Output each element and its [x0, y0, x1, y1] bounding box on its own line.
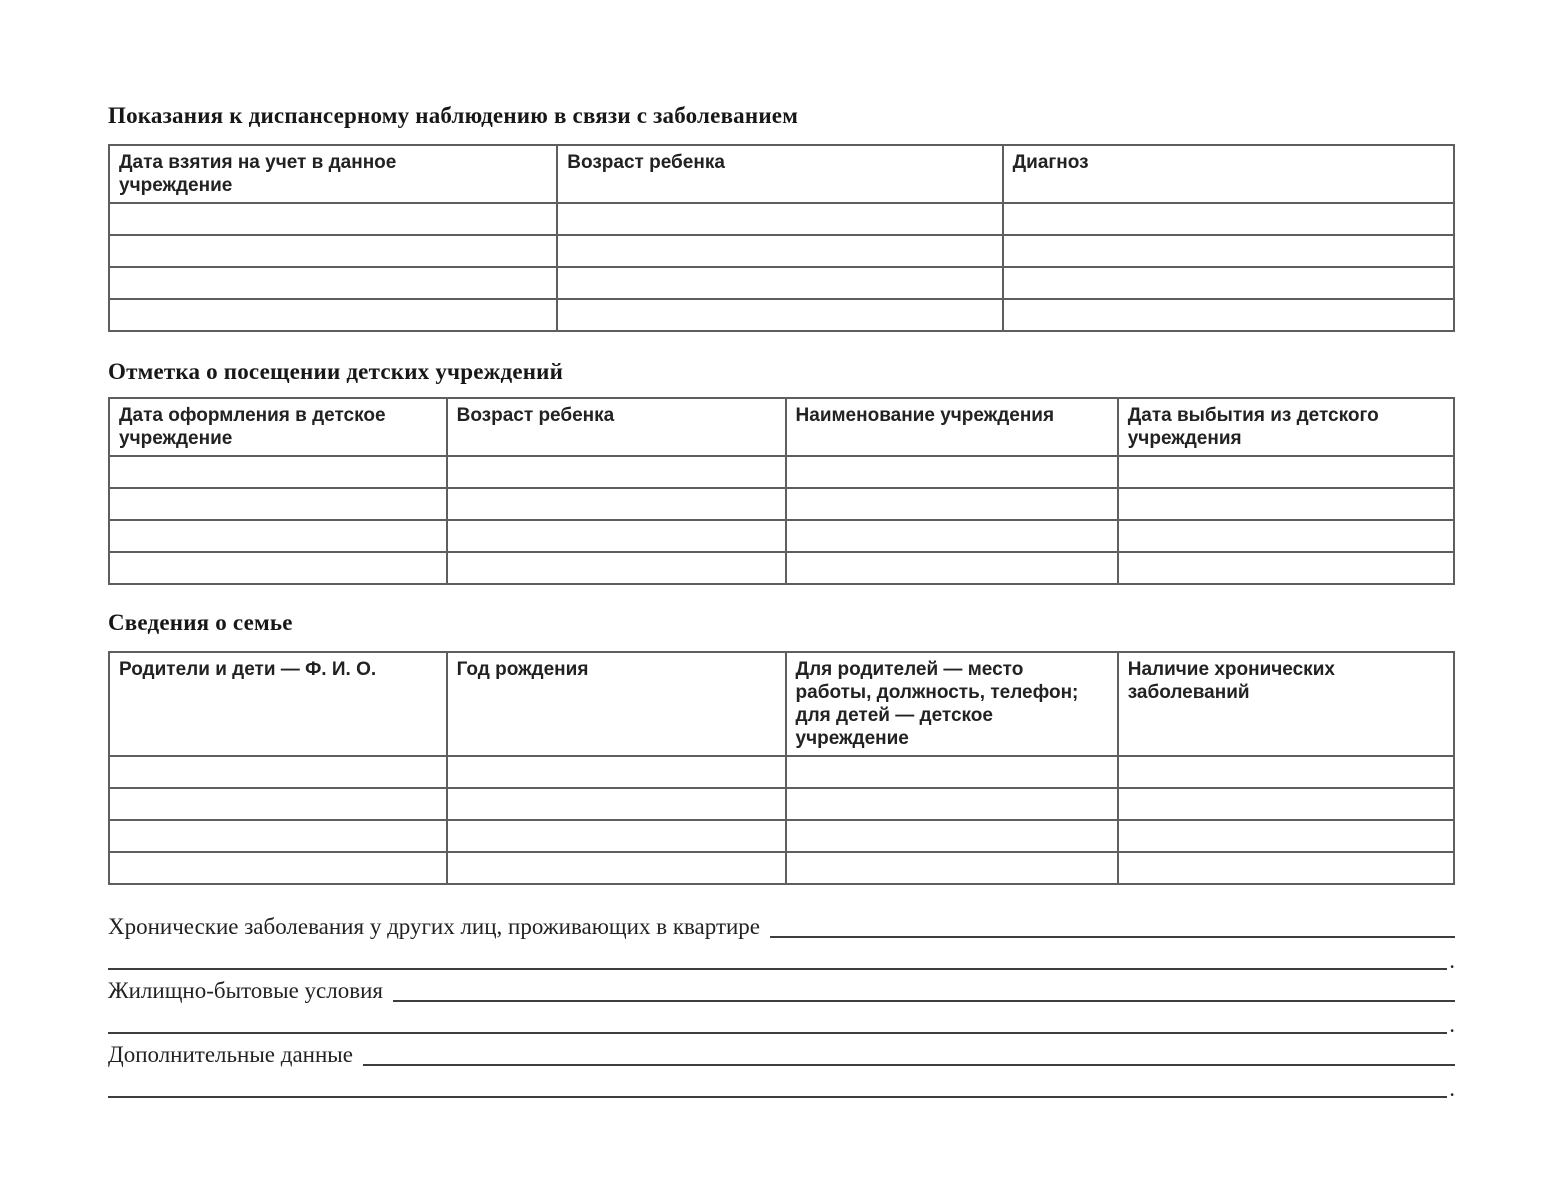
empty-cell: [109, 235, 557, 267]
empty-cell: [1118, 756, 1454, 788]
empty-table-row: [109, 299, 1454, 331]
empty-cell: [1118, 488, 1454, 520]
empty-cell: [109, 852, 447, 884]
section-title-family-info: Сведения о семье: [108, 610, 293, 635]
empty-cell: [786, 456, 1118, 488]
empty-cell: [786, 756, 1118, 788]
empty-cell: [557, 235, 1002, 267]
empty-table-row: [109, 852, 1454, 884]
fill-in-fields-area: [108, 909, 1455, 1101]
empty-cell: [447, 788, 786, 820]
empty-table-row: [109, 456, 1454, 488]
fill-in-line-chronic-diseases-others: [108, 909, 1455, 941]
empty-cell: [786, 788, 1118, 820]
blank-underline: [393, 1000, 1455, 1002]
empty-cell: [786, 488, 1118, 520]
empty-cell: [786, 820, 1118, 852]
header-row: [109, 652, 1454, 756]
fill-in-line-continuation: [108, 941, 1455, 973]
column-header-diagnosis: Диагноз: [1003, 145, 1454, 203]
blank-underline: [108, 968, 1447, 970]
empty-cell: [1118, 852, 1454, 884]
empty-cell: [1003, 203, 1454, 235]
section-title-dispensary-observation: Показания к диспансерному наблюдению в связи с заболеванием: [108, 103, 799, 128]
line-end-period: .: [1449, 1076, 1455, 1101]
empty-cell: [786, 520, 1118, 552]
empty-table-row: [109, 488, 1454, 520]
empty-table-row: [109, 788, 1454, 820]
blank-underline: [108, 1032, 1447, 1034]
empty-cell: [109, 552, 447, 584]
empty-cell: [447, 520, 786, 552]
empty-cell: [447, 852, 786, 884]
empty-cell: [109, 456, 447, 488]
empty-cell: [1118, 788, 1454, 820]
fill-in-label: Хронические заболевания у других лиц, проживающих в квартире: [108, 914, 761, 939]
blank-underline: [108, 1096, 1447, 1098]
line-end-period: .: [1449, 1012, 1455, 1037]
empty-cell: [447, 552, 786, 584]
column-header-child-age: Возраст ребенка: [447, 398, 786, 456]
empty-cell: [109, 203, 557, 235]
empty-cell: [109, 267, 557, 299]
column-header-birth-year: Год рождения: [447, 652, 786, 756]
empty-cell: [1003, 267, 1454, 299]
empty-cell: [447, 756, 786, 788]
empty-cell: [1003, 299, 1454, 331]
empty-table-row: [109, 552, 1454, 584]
empty-cell: [557, 299, 1002, 331]
empty-cell: [109, 820, 447, 852]
fill-in-line-continuation: [108, 1069, 1455, 1101]
column-header-enrollment-date: Дата оформления в детское учреждение: [109, 398, 447, 456]
empty-cell: [1003, 235, 1454, 267]
column-header-registration-date: Дата взятия на учет в данное учреждение: [109, 145, 557, 203]
empty-table-row: [109, 267, 1454, 299]
empty-cell: [109, 299, 557, 331]
childcare-attendance-table: [108, 397, 1455, 585]
column-header-child-age: Возраст ребенка: [557, 145, 1002, 203]
empty-cell: [1118, 552, 1454, 584]
family-info-table: [108, 651, 1455, 885]
empty-cell: [1118, 820, 1454, 852]
fill-in-label: Дополнительные данные: [108, 1042, 353, 1067]
column-header-departure-date: Дата выбытия из детского учреждения: [1118, 398, 1454, 456]
section-title-childcare-attendance: Отметка о посещении детских учреждений: [108, 359, 564, 384]
empty-cell: [1118, 456, 1454, 488]
blank-underline: [363, 1064, 1455, 1066]
fill-in-label: Жилищно-бытовые условия: [108, 978, 383, 1003]
column-header-workplace-institution: Для родителей — место работы, должность, телефон; для детей — детское учреждение: [786, 652, 1118, 756]
header-row: [109, 145, 1454, 203]
empty-cell: [786, 552, 1118, 584]
empty-cell: [447, 456, 786, 488]
fill-in-line-additional-data: [108, 1037, 1455, 1069]
empty-table-row: [109, 756, 1454, 788]
empty-cell: [109, 520, 447, 552]
empty-cell: [557, 267, 1002, 299]
empty-table-row: [109, 820, 1454, 852]
dispensary-observation-table: [108, 144, 1455, 332]
column-header-parents-children-name: Родители и дети — Ф. И. О.: [109, 652, 447, 756]
empty-cell: [1118, 520, 1454, 552]
empty-cell: [109, 788, 447, 820]
empty-cell: [447, 488, 786, 520]
fill-in-line-housing-conditions: [108, 973, 1455, 1005]
empty-cell: [109, 488, 447, 520]
empty-cell: [557, 203, 1002, 235]
header-row: [109, 398, 1454, 456]
empty-table-row: [109, 235, 1454, 267]
empty-cell: [786, 852, 1118, 884]
empty-table-row: [109, 520, 1454, 552]
empty-cell: [447, 820, 786, 852]
column-header-chronic-diseases: Наличие хронических заболеваний: [1118, 652, 1454, 756]
fill-in-line-continuation: [108, 1005, 1455, 1037]
column-header-institution-name: Наименование учреждения: [786, 398, 1118, 456]
line-end-period: .: [1449, 948, 1455, 973]
blank-underline: [770, 936, 1455, 938]
empty-cell: [109, 756, 447, 788]
empty-table-row: [109, 203, 1454, 235]
